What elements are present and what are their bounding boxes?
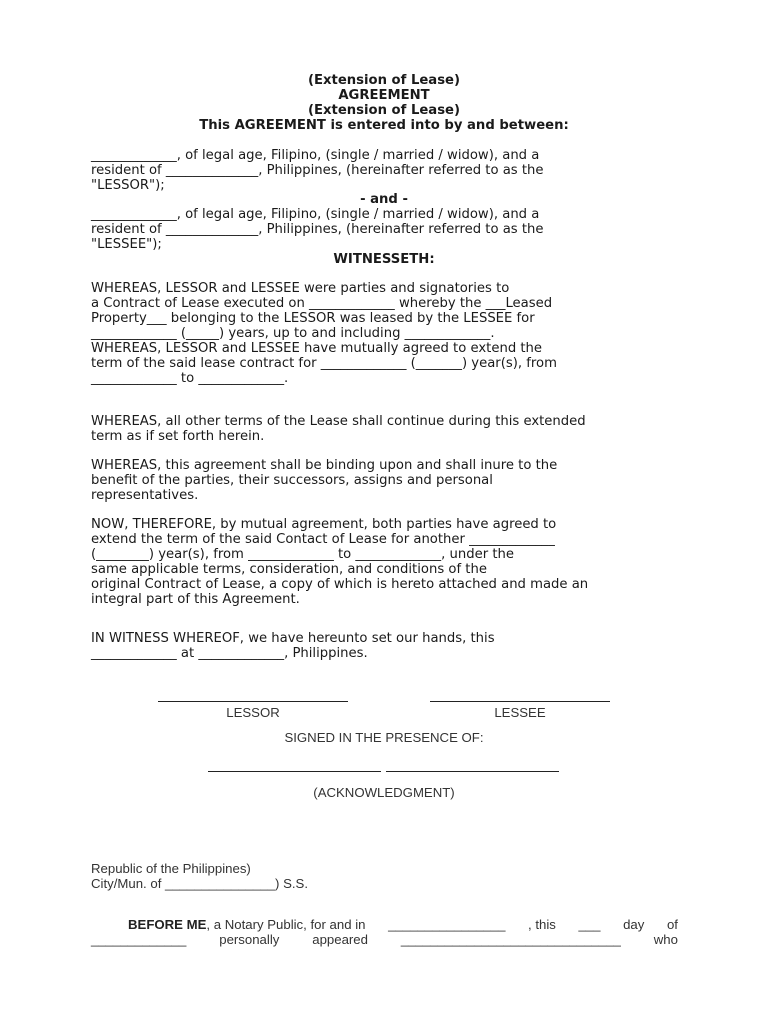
personally-word: personally <box>219 932 280 947</box>
lessee-line-1: _____________, of legal age, Filipino, (single / married / widow), and a <box>91 207 540 222</box>
whereas1-line-1: WHEREAS, LESSOR and LESSEE were parties and signatories to <box>91 281 510 296</box>
who-word: who <box>653 932 678 947</box>
whereas3-line-2: benefit of the parties, their successors, assigns and personal <box>91 473 493 488</box>
in-witness-line-1: IN WITNESS WHEREOF, we have hereunto set our hands, this <box>91 631 495 646</box>
before-me-row <box>128 917 678 932</box>
in-witness-line-2: _____________ at _____________, Philippines. <box>91 646 368 661</box>
city-line: City/Mun. of _______________) S.S. <box>91 876 309 891</box>
now-therefore-line-2: extend the term of the said Contact of Lease for another _____________ <box>91 532 555 547</box>
whereas2-line-1: WHEREAS, all other terms of the Lease shall continue during this extended <box>91 414 586 429</box>
lessee-line-2: resident of ______________, Philippines, (hereinafter referred to as the <box>91 222 544 237</box>
of-word: of <box>666 917 678 932</box>
personally-appeared-row <box>91 932 678 947</box>
whereas3-line-1: WHEREAS, this agreement shall be binding upon and shall inure to the <box>91 458 558 473</box>
witness-signature-line-2[interactable] <box>386 771 559 772</box>
lessee-signature-line[interactable] <box>430 701 610 702</box>
now-therefore-line-4: same applicable terms, consideration, and conditions of the <box>91 562 487 577</box>
whereas1-line-6: term of the said lease contract for _____________ (_______) year(s), from <box>91 356 557 371</box>
lessor-line-2: resident of ______________, Philippines, (hereinafter referred to as the <box>91 163 544 178</box>
title-line-2: AGREEMENT <box>338 88 430 103</box>
day-blank: ___ <box>578 917 601 932</box>
signed-presence-label: SIGNED IN THE PRESENCE OF: <box>284 730 484 745</box>
now-therefore-line-6: integral part of this Agreement. <box>91 592 300 607</box>
notary-place-blank: ________________ <box>388 917 506 932</box>
day-word: day <box>623 917 645 932</box>
before-me-bold: BEFORE ME <box>128 917 207 932</box>
title-line-4: This AGREEMENT is entered into by and between: <box>199 118 569 133</box>
whereas1-line-5: WHEREAS, LESSOR and LESSEE have mutually agreed to extend the <box>91 341 543 356</box>
whereas1-line-2: a Contract of Lease executed on _____________ whereby the ___Leased <box>91 296 553 311</box>
lessor-line-3: "LESSOR"); <box>91 178 165 193</box>
title-line-3: (Extension of Lease) <box>307 103 461 118</box>
title-line-1: (Extension of Lease) <box>307 73 461 88</box>
whereas1-line-7: _____________ to _____________. <box>91 371 289 386</box>
lessor-signature-line[interactable] <box>158 701 348 702</box>
witness-signature-line-1[interactable] <box>208 771 381 772</box>
before-me-rest: , a Notary Public, for and in <box>206 917 366 932</box>
and-separator: - and - <box>360 192 408 207</box>
this-word: , this <box>528 917 556 932</box>
lessee-line-3: "LESSEE"); <box>91 237 162 252</box>
now-therefore-line-5: original Contract of Lease, a copy of which is hereto attached and made an <box>91 577 589 592</box>
date-blank: _____________ <box>91 932 187 947</box>
appearer-blank: ______________________________ <box>400 932 621 947</box>
lessor-line-1: _____________, of legal age, Filipino, (single / married / widow), and a <box>91 148 540 163</box>
witnesseth-heading: WITNESSETH: <box>333 252 435 267</box>
acknowledgment-heading: (ACKNOWLEDGMENT) <box>313 785 455 800</box>
appeared-word: appeared <box>312 932 368 947</box>
whereas1-line-3: Property___ belonging to the LESSOR was leased by the LESSEE for <box>91 311 535 326</box>
lessee-label: LESSEE <box>494 705 546 720</box>
now-therefore-line-1: NOW, THEREFORE, by mutual agreement, both parties have agreed to <box>91 517 557 532</box>
whereas1-line-4: _____________ (_____) years, up to and including _____________. <box>91 326 495 341</box>
now-therefore-line-3: (________) year(s), from _____________ to _____________, under the <box>91 547 514 562</box>
whereas3-line-3: representatives. <box>91 488 199 503</box>
lessor-label: LESSOR <box>226 705 280 720</box>
whereas2-line-2: term as if set forth herein. <box>91 429 265 444</box>
republic-line: Republic of the Philippines) <box>91 861 251 876</box>
before-me-phrase <box>128 917 365 932</box>
